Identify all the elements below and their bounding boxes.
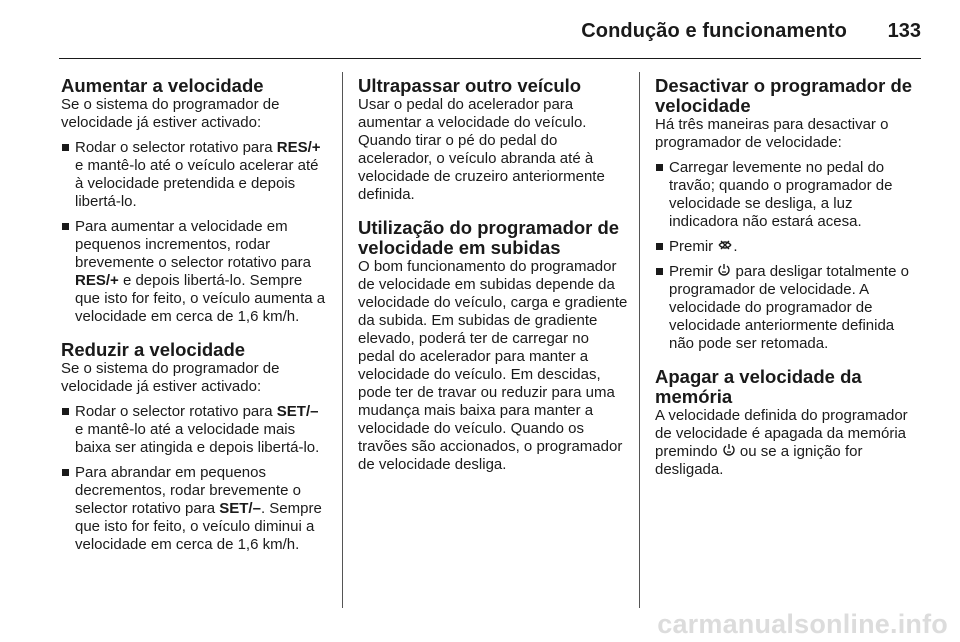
section-intro: Se o sistema do programador de velocidade já estiver activado: [61,360,280,395]
column-3 [655,76,923,479]
list-item [61,464,327,554]
text: ou se a ignição for desligada. [655,443,863,478]
text: . Sempre que isto for feito, o veículo diminui a velocidade em cerca de 1,6 km/h. [75,500,322,553]
text: Rodar o selector rotativo para [75,139,277,156]
list-item: Carregar levemente no pedal do travão; quando o programador de velocidade se desliga, a luz indicadora não estará acesa. [655,159,923,231]
text: para desligar totalmente o programador de velocidade. A velocidade do programador de velocidade anteriormente definida não pode ser retomada. [669,263,909,352]
section-heading: Reduzir a velocidade [61,339,246,360]
list-item [61,403,327,457]
section-intro: Se o sistema do programador de velocidade já estiver activado: [61,96,280,131]
section-body: Usar o pedal do acelerador para aumentar a velocidade do veículo. Quando tirar o pé do pedal do acelerador, o veículo abranda até à velocidade de cruzeiro anteriormente definida. [358,96,605,203]
cruise-off-icon [723,443,735,458]
column-divider [342,72,343,608]
page-number: 133 [887,20,921,42]
text: e depois libertá-lo. Sempre que isto for feito, o veículo aumenta a velocidade em cerca de 1,6 km/h. [75,272,326,325]
text: A velocidade definida do programador de velocidade é apagada da memória premindo [655,407,908,460]
section-heading: Apagar a velocidade da memória [655,366,862,407]
section-heading: Desactivar o programador de velocidade [655,75,913,116]
column-divider [639,72,640,608]
text: Premir [669,238,718,255]
text: Para aumentar a velocidade em pequenos incrementos, rodar brevemente o selector rotativo para [75,218,311,271]
text: e mantê-lo até a velocidade mais baixa ser atingida e depois libertá-lo. [75,421,320,456]
text: e mantê-lo até o veículo acelerar até à velocidade pretendida e depois libertá-lo. [75,157,319,210]
text: Premir [669,263,718,280]
section-heading: Ultrapassar outro veículo [358,75,582,96]
section-body: O bom funcionamento do programador de velocidade em subidas depende da velocidade do veículo, carga e gradiente da subida. Em subidas de gradiente elevado, poderá ter de carregar no pedal do acelerador para manter a velocidade do veículo. Em descidas, pode ter de travar ou reduzir para uma mudança mais baixa para manter a velocidade do veículo. Quando os travões são accionados, o programador de velocidade desliga. [358,258,628,473]
column-2 [358,76,628,474]
control-label: SET/– [219,500,261,517]
text: . [733,238,738,255]
list-item [655,238,923,256]
bullet-list [655,159,923,353]
page-title: Condução e funcionamento [581,20,847,42]
list-item [61,218,327,326]
control-label: SET/– [276,403,319,420]
section-intro: Há três maneiras para desactivar o programador de velocidade: [655,116,889,151]
column-1 [61,76,327,554]
control-label: RES/+ [75,272,119,289]
list-item [655,263,923,353]
page-header [0,0,960,60]
bullet-list [61,139,327,326]
bullet-list [61,403,327,554]
cruise-off-icon [718,263,730,278]
watermark: carmanualsonline.info [657,609,948,639]
control-label: RES/+ [276,139,321,156]
text: Para abrandar em pequenos decrementos, rodar brevemente o selector rotativo para [75,464,301,517]
list-item [61,139,327,211]
cruise-cancel-icon [718,239,732,253]
section-body [655,407,923,479]
section-heading: Utilização do programador de velocidade em subidas [358,217,620,258]
text: Rodar o selector rotativo para [75,403,277,420]
section-heading: Aumentar a velocidade [61,75,264,96]
header-rule [59,58,921,59]
